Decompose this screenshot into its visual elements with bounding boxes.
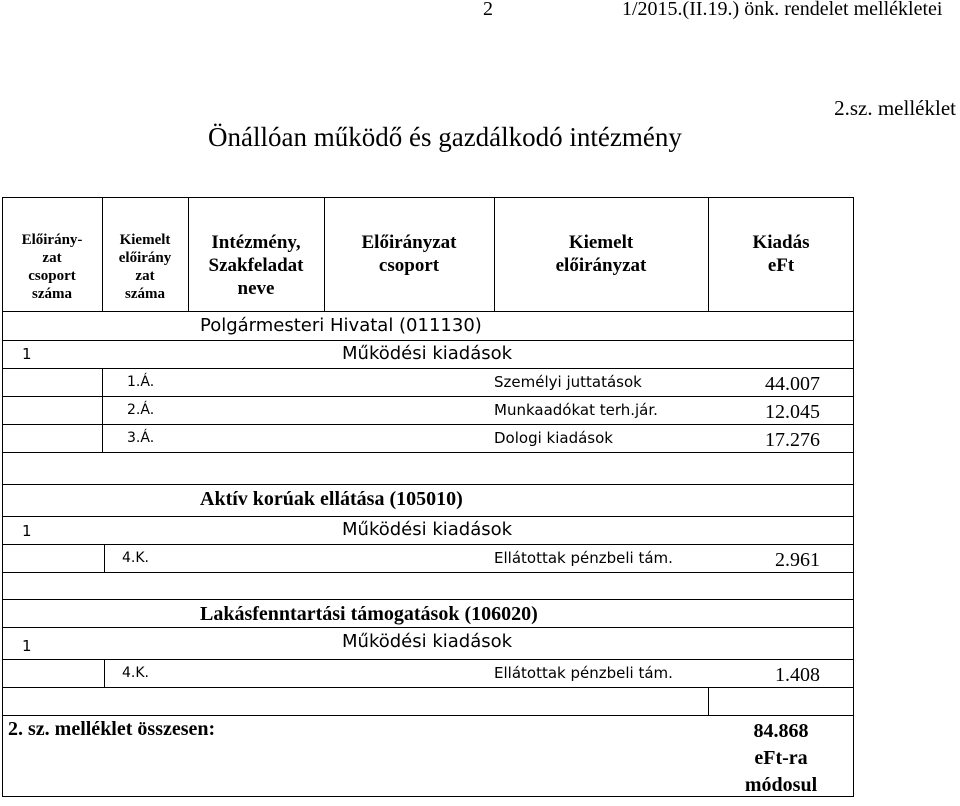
row-label: Ellátottak pénzbeli tám. — [494, 549, 673, 567]
row-code: 4.K. — [122, 550, 149, 566]
header-key-appropriation-no: Kiemelt előirány zat száma — [118, 232, 172, 302]
section-name: Aktív korúak ellátása (105010) — [200, 488, 463, 510]
group-name: Működési kiadások — [342, 631, 513, 652]
row-label: Munkaadókat terh.jár. — [494, 401, 658, 419]
total-label: 2. sz. melléklet összesen: — [8, 718, 216, 740]
budget-table — [2, 197, 854, 797]
regulation-title: 1/2015.(II.19.) önk. rendelet mellékletei — [622, 0, 943, 20]
header-institution-name: Intézmény, Szakfeladat neve — [208, 232, 304, 299]
group-number: 1 — [22, 637, 32, 655]
row-label: Dologi kiadások — [494, 429, 613, 447]
annex-label: 2.sz. melléklet — [834, 96, 956, 120]
page-number: 2 — [483, 0, 493, 20]
header-expense: Kiadás eFt — [752, 232, 810, 276]
section-name: Lakásfenntartási támogatások (106020) — [200, 603, 538, 625]
row-value: 17.276 — [765, 429, 820, 451]
page-title: Önállóan működő és gazdálkodó intézmény — [208, 122, 682, 152]
group-number: 1 — [22, 522, 32, 540]
group-name: Működési kiadások — [342, 343, 513, 364]
row-label: Ellátottak pénzbeli tám. — [494, 664, 673, 682]
total-value: 84.868 eFt-ra módosul — [744, 720, 818, 796]
group-name: Működési kiadások — [342, 519, 513, 540]
row-code: 2.Á. — [127, 402, 155, 418]
header-key-appropriation: Kiemelt előirányzat — [555, 232, 647, 276]
row-label: Személyi juttatások — [494, 373, 642, 391]
row-code: 1.Á. — [127, 374, 155, 390]
header-appropriation-group: Előirányzat csoport — [361, 232, 457, 276]
section-name: Polgármesteri Hivatal (011130) — [200, 315, 482, 336]
group-number: 1 — [22, 345, 32, 363]
row-code: 3.Á. — [127, 430, 155, 446]
row-value: 44.007 — [765, 373, 820, 395]
row-value: 2.961 — [775, 549, 820, 571]
row-code: 4.K. — [122, 665, 149, 681]
row-value: 12.045 — [765, 401, 820, 423]
header-appropriation-group-no: Előirány- zat csoport száma — [21, 232, 83, 302]
row-value: 1.408 — [775, 664, 820, 686]
